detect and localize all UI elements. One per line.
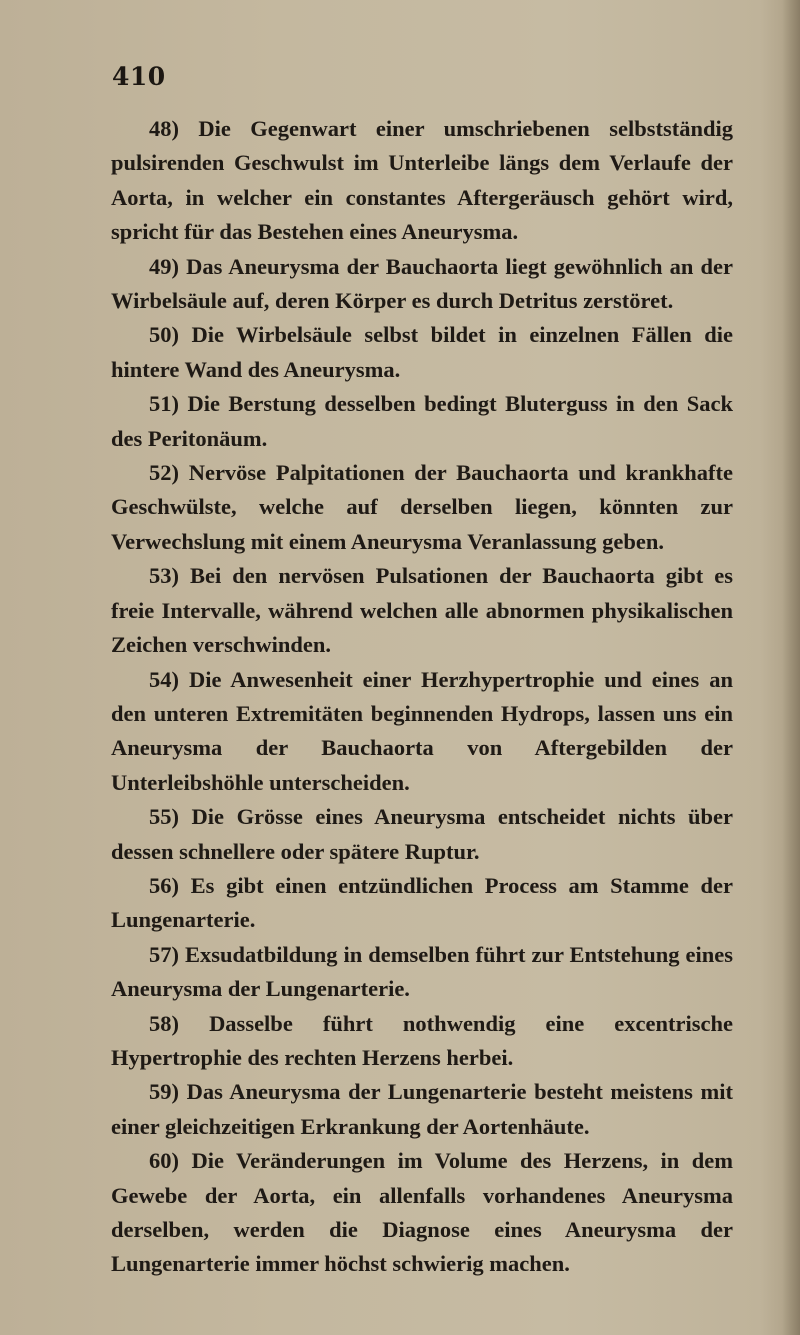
paragraph-number: 55) bbox=[149, 804, 179, 830]
paragraph-text: Das Aneurysma der Lungenarterie besteht meistens mit einer gleichzeitigen Erkrankung der Aortenhäute. bbox=[111, 1079, 734, 1139]
paragraph-number: 56) bbox=[149, 872, 179, 898]
paragraph-number: 60) bbox=[149, 1148, 179, 1174]
paragraph-53 bbox=[111, 559, 733, 662]
page-edge-shadow bbox=[782, 0, 800, 1335]
paragraph-60 bbox=[111, 1144, 733, 1282]
paragraph-51 bbox=[111, 387, 733, 456]
paragraph-59 bbox=[111, 1075, 733, 1144]
paragraph-number: 50) bbox=[149, 322, 179, 348]
body-text bbox=[111, 112, 733, 1282]
paragraph-55 bbox=[111, 800, 733, 869]
paragraph-number: 53) bbox=[149, 563, 179, 589]
paragraph-text: Die Wirbelsäule selbst bildet in einzelnen Fällen die hintere Wand des Aneurysma. bbox=[111, 322, 734, 382]
paragraph-text: Es gibt einen entzündlichen Process am Stamme der Lungenarterie. bbox=[111, 872, 734, 933]
paragraph-52 bbox=[111, 456, 733, 559]
page-number: 410 bbox=[112, 62, 166, 91]
paragraph-48 bbox=[111, 112, 733, 250]
paragraph-54 bbox=[111, 663, 733, 801]
paragraph-text: Die Gegenwart einer umschriebenen selbstständig pulsirenden Geschwulst im Unterleibe längs dem Verlaufe der Aorta, in welcher ein constantes Aftergeräusch gehört wird, spricht für das Bestehen eines Aneurysma. bbox=[111, 116, 733, 245]
paragraph-text: Die Berstung desselben bedingt Bluterguss in den Sack des Peritonäum. bbox=[111, 391, 733, 451]
paragraph-text: Das Aneurysma der Bauchaorta liegt gewöhnlich an der Wirbelsäule auf, deren Körper es durch Detritus zerstöret. bbox=[111, 253, 734, 314]
paragraph-text: Die Grösse eines Aneurysma entscheidet nichts über dessen schnellere oder spätere Ruptur. bbox=[111, 804, 734, 864]
paragraph-number: 51) bbox=[149, 391, 179, 417]
paragraph-text: Die Anwesenheit einer Herzhypertrophie und eines an den unteren Extremitäten beginnenden Hydrops, lassen uns ein Aneurysma der Bauchaorta von Aftergebilden der Unterleibshöhle unterscheiden. bbox=[111, 666, 733, 795]
paragraph-number: 59) bbox=[149, 1079, 179, 1105]
paragraph-number: 54) bbox=[149, 666, 179, 692]
paragraph-number: 57) bbox=[149, 941, 179, 967]
paragraph-text: Die Veränderungen im Volume des Herzens, in dem Gewebe der Aorta, ein allenfalls vorhandenes Aneurysma derselben, werden die Diagnose eines Aneurysma der Lungenarterie immer höchst schwierig machen. bbox=[111, 1148, 733, 1277]
paragraph-57 bbox=[111, 938, 733, 1007]
paragraph-text: Dasselbe führt nothwendig eine excentrische Hypertrophie des rechten Herzens herbei. bbox=[111, 1010, 734, 1070]
paragraph-text: Bei den nervösen Pulsationen der Bauchaorta gibt es freie Intervalle, während welchen alle abnormen physikalischen Zeichen verschwinden. bbox=[111, 563, 734, 658]
paragraph-50 bbox=[111, 318, 733, 387]
paragraph-56 bbox=[111, 869, 733, 938]
paragraph-text: Exsudatbildung in demselben führt zur Entstehung eines Aneurysma der Lungenarterie. bbox=[111, 941, 733, 1002]
paragraph-text: Nervöse Palpitationen der Bauchaorta und krankhafte Geschwülste, welche auf derselben liegen, könnten zur Verwechslung mit einem Aneurysma Veranlassung geben. bbox=[111, 460, 734, 554]
paragraph-number: 58) bbox=[149, 1010, 179, 1036]
paragraph-49 bbox=[111, 250, 733, 319]
paragraph-number: 48) bbox=[149, 116, 179, 141]
paragraph-58 bbox=[111, 1007, 733, 1076]
paragraph-number: 49) bbox=[149, 253, 179, 279]
paragraph-number: 52) bbox=[149, 460, 179, 486]
